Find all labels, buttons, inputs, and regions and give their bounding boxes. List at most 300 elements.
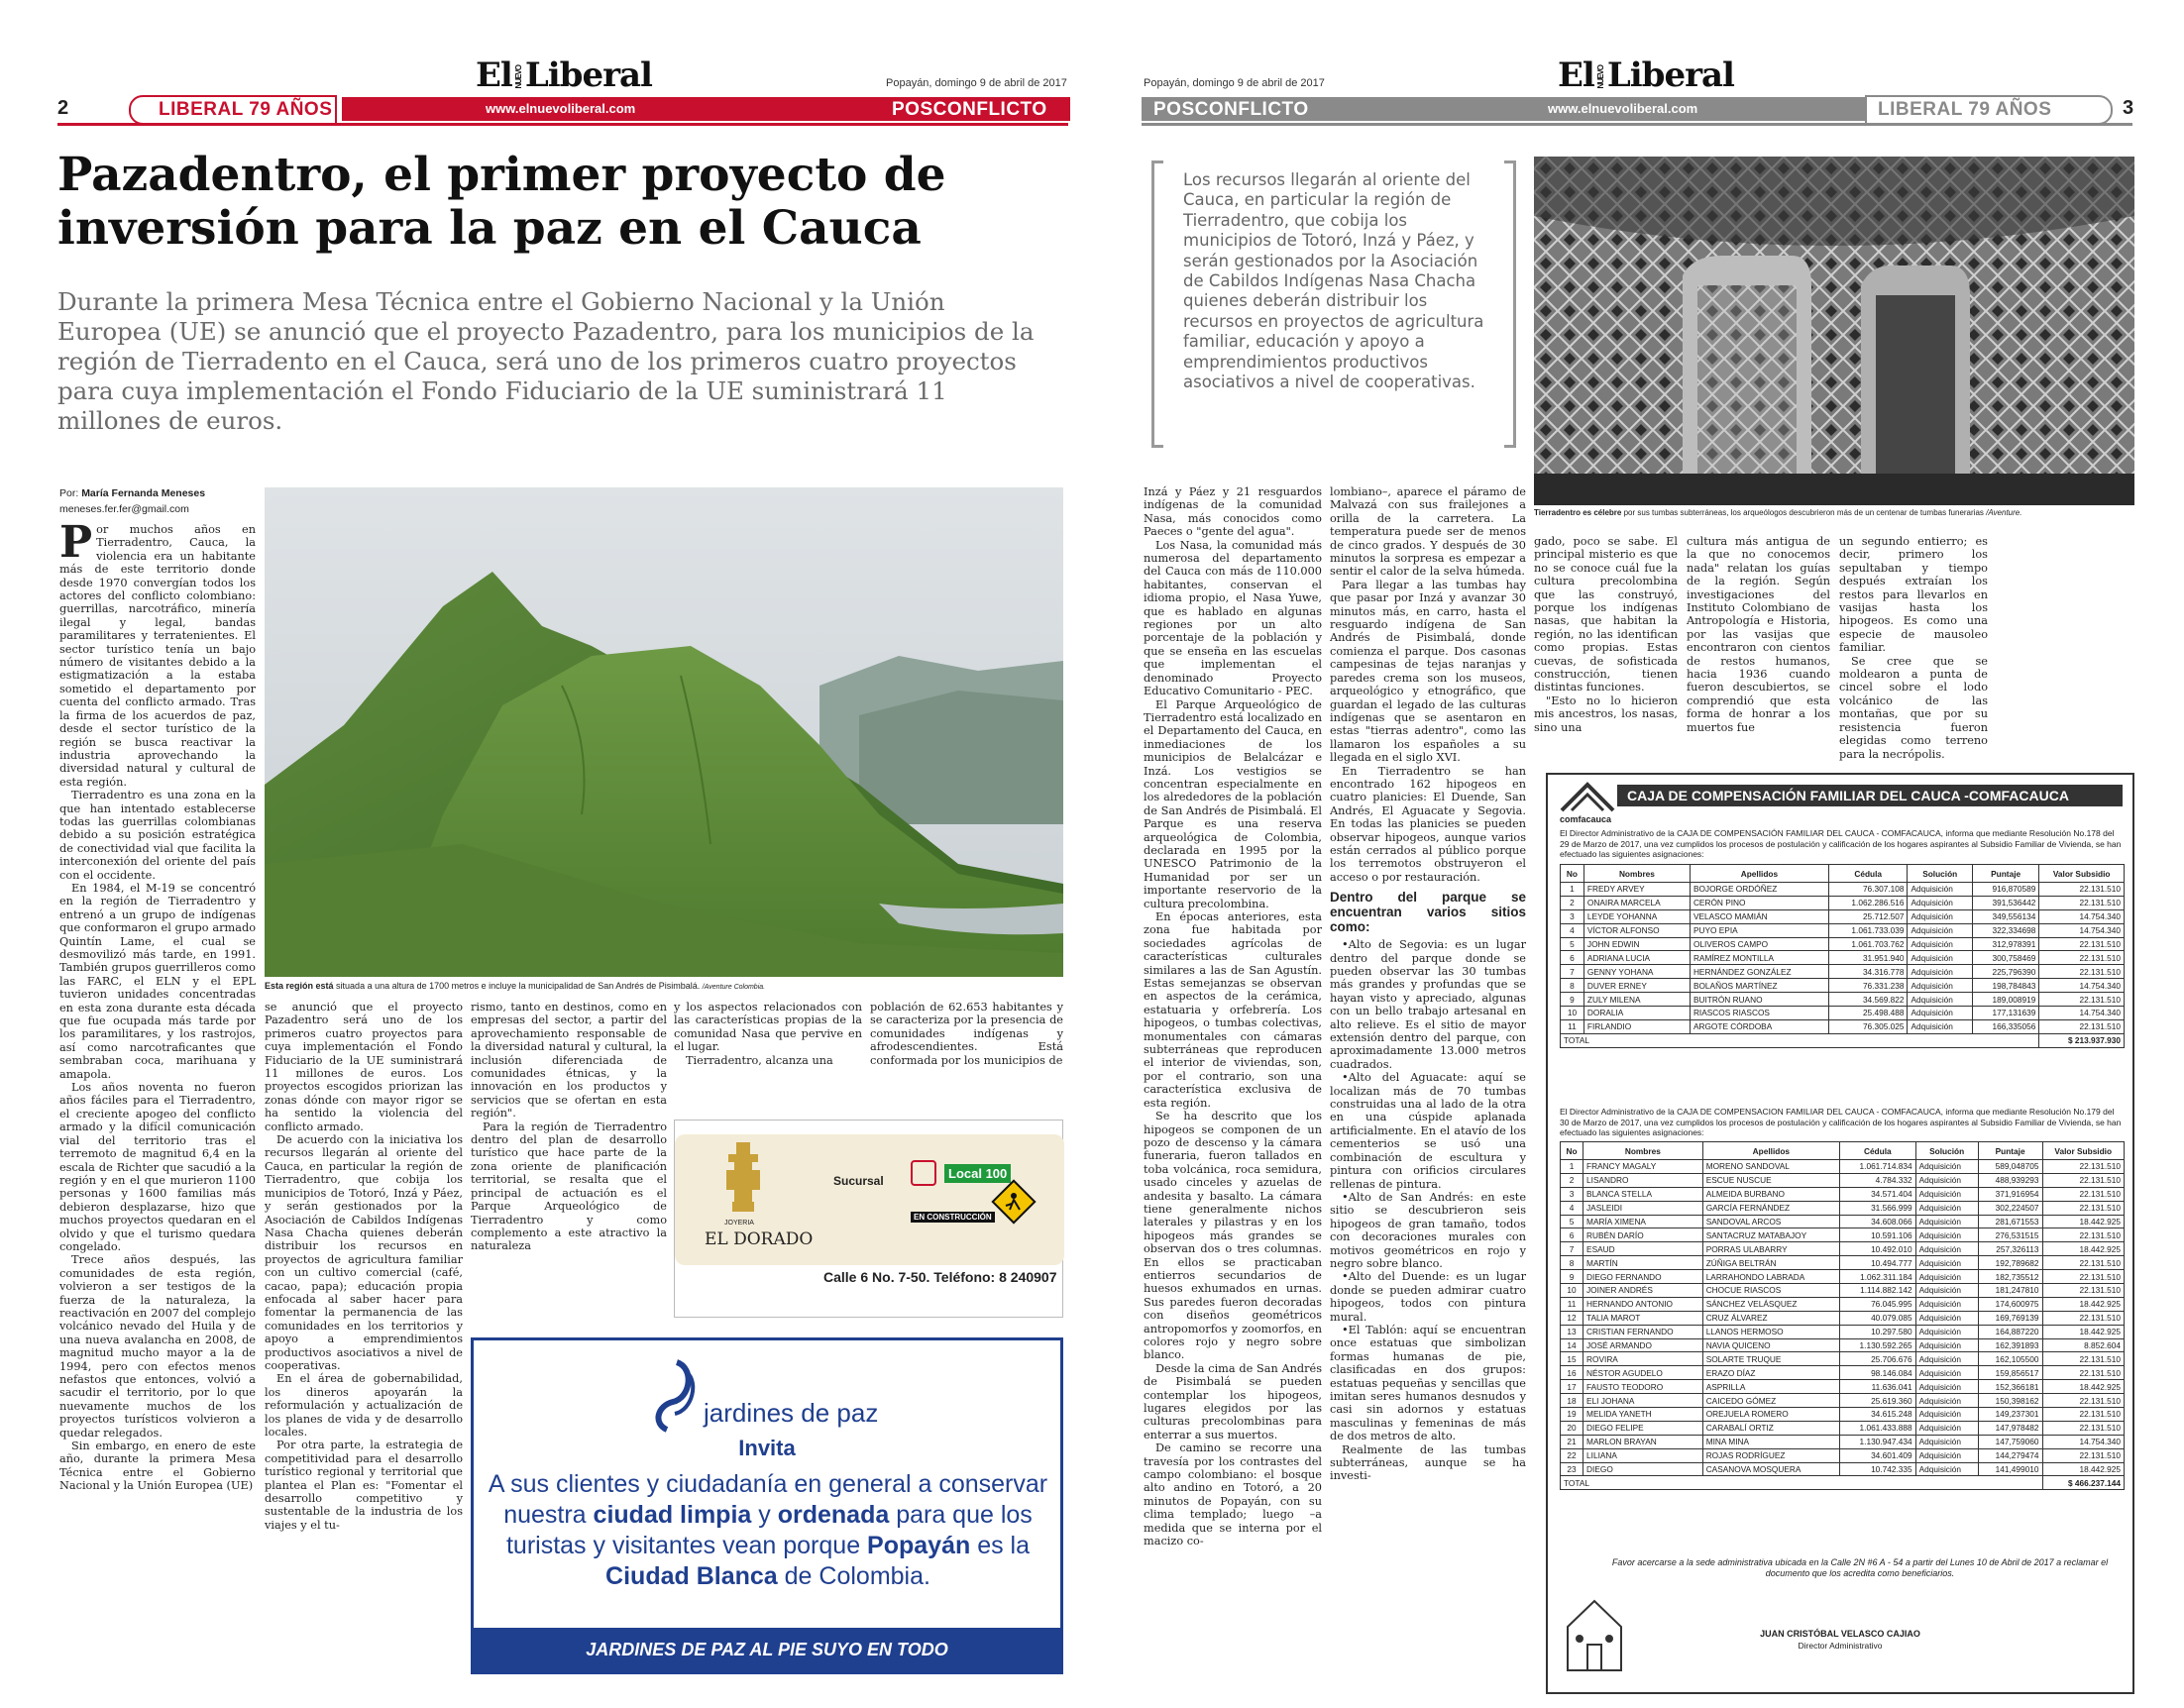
table-row <box>1561 1462 2125 1476</box>
table-cell: 192,789682 <box>1978 1256 2042 1270</box>
table-cell: 13 <box>1561 1325 1583 1338</box>
table-row <box>1561 965 2125 979</box>
table-cell: 181,247810 <box>1978 1284 2042 1298</box>
table-cell: 22.131.510 <box>2039 883 2125 897</box>
table-row <box>1561 1201 2125 1215</box>
byline-label: Por: <box>59 487 79 499</box>
table-row <box>1561 1366 2125 1380</box>
article-title: Pazadentro, el primer proyecto de inversión para la paz en el Cauca <box>57 148 946 256</box>
table-cell: LARRAHONDO LABRADA <box>1702 1270 1839 1284</box>
paragraph: Se cree que se moldearon a punta de cincel sobre el lodo volcánico de las montañas, que por su resistencia fueron elegidas como terreno para la necrópolis. <box>1839 654 1988 761</box>
ad-construccion: EN CONSTRUCCIÓN <box>911 1212 995 1223</box>
table-cell: 257,326113 <box>1978 1242 2042 1256</box>
table-cell: ADRIANA LUCIA <box>1583 951 1690 965</box>
table-cell: 169,769139 <box>1978 1311 2042 1325</box>
table-cell: 34.601.409 <box>1839 1448 1915 1462</box>
caption-text: situada a una altura de 1700 metros e incluye la municipalidad de San Andrés de Pisimbalá. <box>336 981 701 991</box>
table-cell: 9 <box>1561 993 1584 1007</box>
article-column-1 <box>59 517 256 1682</box>
table-row <box>1561 896 2125 909</box>
table-cell: 7 <box>1561 965 1584 979</box>
table-cell: 1.061.733.039 <box>1828 923 1908 937</box>
paragraph: Realmente de las tumbas subterráneas, aunque se ha investi- <box>1330 1442 1526 1483</box>
table-cell: 182,735512 <box>1978 1270 2042 1284</box>
table-cell: 1.061.703.762 <box>1828 937 1908 951</box>
website-link[interactable]: www.elnuevoliberal.com <box>486 101 636 116</box>
section-label-right: LIBERAL 79 AÑOS <box>1878 99 2052 120</box>
table-row <box>1561 1270 2125 1284</box>
table-header-cell: Apellidos <box>1690 865 1828 883</box>
paragraph: En el área de gobernabilidad, los dineros apoyarán la reformulación y actualización de los planes de vida y de desarrollo locales. <box>265 1372 463 1439</box>
ad-text-part: de Colombia. <box>777 1562 930 1590</box>
table-cell: 22.131.510 <box>2039 1019 2125 1033</box>
table-header-cell: Nombres <box>1583 1142 1703 1160</box>
paragraph: •Alto del Duende: es un lugar donde se pueden admirar cuatro hipogeos, todos con pintura mural. <box>1330 1270 1526 1324</box>
table-cell: 11 <box>1561 1297 1583 1311</box>
table-cell: 14 <box>1561 1338 1583 1352</box>
table-cell: Adquisición <box>1915 1394 1978 1408</box>
table-cell: 144,279474 <box>1978 1448 2042 1462</box>
table-cell: VÍCTOR ALFONSO <box>1583 923 1690 937</box>
paragraph: Se ha descrito que los hipogeos se componen de un pozo de descenso y la cámara funeraria, fueron tallados en toba volcánica, roca semidura, usado cinceles y azuelas de andesita y basalto. La cámara tiene generalmente nichos laterales y pilastras y en los hipogeos más grandes se observan dos o tres columnas. En ellos se practicaban entierros secundarios de huesos exhumados en urnas. Sus paredes fueron decoradas con diseños geométricos antropomorfos y zoomorfos, en colores rojo y negro sobre blanco. <box>1144 1110 1322 1362</box>
table-header-cell: Valor Subsidio <box>2039 865 2125 883</box>
ad-jardines-footer: JARDINES DE PAZ AL PIE SUYO EN TODO <box>474 1628 1060 1671</box>
table-cell: 312,978391 <box>1972 937 2038 951</box>
table-cell: MARTÍN <box>1583 1256 1703 1270</box>
eldorado-figure-icon <box>720 1140 766 1220</box>
table-cell: Adquisición <box>1915 1215 1978 1228</box>
table-cell: Adquisición <box>1915 1448 1978 1462</box>
table-cell: 11 <box>1561 1019 1584 1033</box>
table-cell: Adquisición <box>1915 1297 1978 1311</box>
paragraph: Tierradentro, alcanza una <box>686 1053 833 1067</box>
table-cell: 166,335056 <box>1972 1019 2038 1033</box>
table-cell: 25.619.360 <box>1839 1394 1915 1408</box>
paragraph: rismo, tanto en destinos, como en empresas del sector, a partir del aprovechamiento responsable de la diversidad natural y cultural, la inclusión diferenciada de comunidades étnicas, y la innovación en los productos y servicios que se ofertan en esta región". <box>471 1001 667 1121</box>
table-cell: 14.754.340 <box>2039 979 2125 993</box>
table-header-cell: No <box>1561 1142 1583 1160</box>
newspaper-logo <box>1558 55 1734 95</box>
byline <box>59 485 258 517</box>
paragraph: Sin embargo, en enero de este año, durante la primera Mesa Técnica entre el Gobierno Nacional y la Unión Europea (UE) <box>59 1440 256 1493</box>
paragraph: Para la región de Tierradentro dentro del plan de desarrollo turístico que hace parte de la zona oriente de planificación territorial, se resalta que el principal de actuación es el Parque Arqueológico de Tierradentro y como complemento a este atractivo la naturaleza <box>471 1120 667 1253</box>
table-cell: 1.062.311.184 <box>1839 1270 1915 1284</box>
table-cell: Adquisición <box>1908 937 1972 951</box>
table-cell: RUBÉN DARÍO <box>1583 1228 1703 1242</box>
table-cell: 10 <box>1561 1284 1583 1298</box>
table-cell: 391,536442 <box>1972 896 2038 909</box>
table-cell: 4.784.332 <box>1839 1173 1915 1187</box>
table-cell: 281,671553 <box>1978 1215 2042 1228</box>
table-cell: 174,600975 <box>1978 1297 2042 1311</box>
paragraph: cultura más antigua de la que no conocemos nada" relatan los guías de la región. Según investigaciones del Instituto Colombiano de Antropología e Historia, por las vasijas que encontraron con cientos de restos humanos, hacia 1936 cuando fueron descubiertos, se comprendió que esta forma de honrar a los muertos fue <box>1687 535 1830 734</box>
table-cell: Adquisición <box>1908 923 1972 937</box>
table-cell: 10 <box>1561 1007 1584 1020</box>
table-cell: 1.061.714.834 <box>1839 1160 1915 1174</box>
table-cell: BUITRÓN RUANO <box>1690 993 1828 1007</box>
table-cell: JASLEIDI <box>1583 1201 1703 1215</box>
paragraph: El Parque Arqueológico de Tierradentro está localizado en el Departamento del Cauca, en inmediaciones de los municipios de Belalcázar e Inzá. Los vestigios se concentran especialmente en los alrededores de la población de San Andrés de Pisimbalá. El Parque es una reserva arqueológica de Colombia, declarada en 1995 por la UNESCO Patrimonio de la Humanidad por ser un importante reservorio de la cultura precolombina. <box>1144 697 1322 910</box>
table-cell: 17 <box>1561 1380 1583 1394</box>
table-cell: Adquisición <box>1915 1270 1978 1284</box>
table-cell: RAMÍREZ MONTILLA <box>1690 951 1828 965</box>
table-cell: 14.754.340 <box>2039 909 2125 923</box>
table-cell: FREDY ARVEY <box>1583 883 1690 897</box>
paragraph: En Tierradentro se han encontrado 162 hipogeos en cuatro planicies: El Duende, San Andrés, El Aguacate y Segovia. En todas las planicies se pueden observar hipogeos, aunque varios están cerrados al público porque los terremotos obstruyeron el acceso o por restauración. <box>1330 764 1526 884</box>
landscape-photo <box>265 487 1063 977</box>
table-cell: CAICEDO GÓMEZ <box>1702 1394 1839 1408</box>
table-cell: 34.608.066 <box>1839 1215 1915 1228</box>
paragraph: Tierradentro es una zona en la que han intentado establecerse todas las guerrillas colombianas debido a su posición estratégica de conectividad vial que facilita la interconexión del oriente del país con el occidente. <box>59 789 256 882</box>
table-cell: CASANOVA MOSQUERA <box>1702 1462 1839 1476</box>
paragraph: Los Nasa, la comunidad más numerosa del departamento del Cauca con más de 110.000 habitantes, conservan el idioma propio, el Nasa Yuwe, que es hablado en algunas regiones por un alto porcentaje de la población y que se enseña en las escuelas que implementan el denominado Proyecto Educativo Comunitario - PEC. <box>1144 538 1322 698</box>
caption-bold: Tierradentro es célebre <box>1534 508 1622 517</box>
table-cell: Adquisición <box>1908 965 1972 979</box>
paragraph: Por otra parte, la estrategia de competitividad para el desarrollo turístico regional y territorial que plantea el Plan es: "Fomentar el desarrollo competitivo y sustentable de la industria de los viajes y el tu- <box>265 1439 463 1532</box>
paragraph: •El Tablón: aquí se encuentran once estatuas que simbolizan formas humanas de pie, clasificadas en dos grupos: estatuas pequeñas y sencillas que imitan seres humanos desnudos y casi sin adornos y estatuas masculinas y femeninas de más de dos metros de alto. <box>1330 1323 1526 1443</box>
table-cell: Adquisición <box>1915 1325 1978 1338</box>
table-cell: 162,105500 <box>1978 1352 2042 1366</box>
table-cell: Adquisición <box>1915 1284 1978 1298</box>
table-row <box>1561 1338 2125 1352</box>
table-cell: Adquisición <box>1915 1160 1978 1174</box>
table-cell: Adquisición <box>1908 979 1972 993</box>
table-header-cell: Puntaje <box>1972 865 2038 883</box>
article-column-5 <box>1839 535 1988 761</box>
table-cell: 10.492.010 <box>1839 1242 1915 1256</box>
table-cell: 147,978482 <box>1978 1421 2042 1435</box>
table-row <box>1561 1408 2125 1422</box>
table-cell: Adquisición <box>1908 896 1972 909</box>
table-total-row <box>1561 1476 2125 1490</box>
table-cell: 23 <box>1561 1462 1583 1476</box>
table-row <box>1561 1394 2125 1408</box>
table-cell: ELI JOHANA <box>1583 1394 1703 1408</box>
table-cell: 1.114.882.142 <box>1839 1284 1915 1298</box>
table-cell: 10.742.335 <box>1839 1462 1915 1476</box>
total-label: TOTAL <box>1561 1033 2039 1047</box>
header-rule <box>1142 123 2132 126</box>
table-row <box>1561 1215 2125 1228</box>
table-cell: 15 <box>1561 1352 1583 1366</box>
table-cell: 1.130.947.434 <box>1839 1435 1915 1448</box>
table-cell: DIEGO FERNANDO <box>1583 1270 1703 1284</box>
table-cell: 22.131.510 <box>2039 965 2125 979</box>
table-cell: 8.852.604 <box>2042 1338 2125 1352</box>
table-row <box>1561 883 2125 897</box>
table-cell: 2 <box>1561 1173 1583 1187</box>
paragraph: •Alto de Segovia: es un lugar dentro del parque donde se pueden observar las 30 tumbas más grandes y profundas que se hayan visto y apreciado, algunas con un bello trabajo artesanal en alto relieve. Es el sitio de mayor extensión dentro del parque, con aproximadamente 13.000 metros cuadrados. <box>1330 938 1526 1071</box>
table-cell: NÉSTOR AGUDELO <box>1583 1366 1703 1380</box>
table-cell: 25.712.507 <box>1828 909 1908 923</box>
table-cell: 21 <box>1561 1435 1583 1448</box>
table-cell: CRISTIAN FERNANDO <box>1583 1325 1703 1338</box>
table-cell: 40.079.085 <box>1839 1311 1915 1325</box>
table-cell: Adquisición <box>1915 1366 1978 1380</box>
table-cell: 25.498.488 <box>1828 1007 1908 1020</box>
table-cell: 8 <box>1561 1256 1583 1270</box>
pullquote-bracket-right <box>1504 160 1516 448</box>
table-row <box>1561 1325 2125 1338</box>
paragraph: En épocas anteriores, esta zona fue habitada por sociedades agrícolas de características culturales similares a las de San Agustín. Estas semejanzas se observan en aspectos de la cerámica, estatuaria y orfebrería. Los hipogeos, o tumbas colectivas, monumentales con cámaras subterráneas que reproducen el interior de viviendas, son, por el contrario, son una característica exclusiva de esta región. <box>1144 910 1322 1110</box>
table-cell: ZULY MILENA <box>1583 993 1690 1007</box>
table-cell: 22.131.510 <box>2042 1270 2125 1284</box>
table-cell: 3 <box>1561 1187 1583 1201</box>
website-link[interactable]: www.elnuevoliberal.com <box>1548 101 1698 116</box>
table-cell: DUVER ERNEY <box>1583 979 1690 993</box>
table-row <box>1561 1007 2125 1020</box>
pullquote-bracket-left <box>1151 160 1163 448</box>
table-cell: Adquisición <box>1908 909 1972 923</box>
beneficiaries-table-2 <box>1560 1141 2125 1490</box>
table-cell: 22.131.510 <box>2042 1173 2125 1187</box>
table-cell: 14.754.340 <box>2042 1435 2125 1448</box>
table-cell: 76.307.108 <box>1828 883 1908 897</box>
table-cell: 18.442.925 <box>2042 1462 2125 1476</box>
table-cell: 22.131.510 <box>2039 993 2125 1007</box>
section-label-left: POSCONFLICTO <box>1153 99 1309 120</box>
table-cell: 147,759060 <box>1978 1435 2042 1448</box>
ad-text-bold: ciudad limpia <box>593 1501 752 1529</box>
table-cell: 34.615.248 <box>1839 1408 1915 1422</box>
section-label-right: POSCONFLICTO <box>892 99 1047 120</box>
logo-small: NUEVO <box>513 65 523 89</box>
article-column-4 <box>674 1001 862 1110</box>
table-cell: 18.442.925 <box>2042 1380 2125 1394</box>
table-cell: 22.131.510 <box>2042 1160 2125 1174</box>
notice-footer: Favor acercarse a la sede administrativa ubicada en la Calle 2N #6 A - 54 a partir del Lunes 10 de Abril de 2017 a reclamar el documento que los acredita como beneficiarios. <box>1611 1557 2109 1578</box>
table-cell: Adquisición <box>1908 993 1972 1007</box>
table-cell: FRANCY MAGALY <box>1583 1160 1703 1174</box>
table-cell: BOJORGE ORDÓÑEZ <box>1690 883 1828 897</box>
article-lead: Durante la primera Mesa Técnica entre el Gobierno Nacional y la Unión Europea (UE) se anunció que el proyecto Pazadentro, para los municipios de la región de Tierradento en el Cauca, será uno de los primeros cuatro proyectos para cuya implementación el Fondo Fiduciario de la UE suministrará 11 millones de euros. <box>57 287 1035 435</box>
table-cell: FAUSTO TEODORO <box>1583 1380 1703 1394</box>
table-row <box>1561 909 2125 923</box>
logo-small: NUEVO <box>1595 65 1605 89</box>
notice-intro-2: El Director Administrativo de la CAJA DE COMPENSACION FAMILIAR DEL CAUCA - COMFACAUCA, informa que mediante Resolución No.179 del 30 de Marzo de 2017, una vez cumplidos los procesos de postulación y calificación de los hogares aspirantes al Subsidio Familiar de Vivienda, se han efectuado las siguientes asignaciones: <box>1560 1107 2122 1137</box>
notice-intro-1: El Director Administrativo de la CAJA DE COMPENSACIÓN FAMILIAR DEL CAUCA - COMFACAUCA, informa que mediante Resolución No.178 del 29 de Marzo de 2017, una vez cumplidos los procesos de postulación y calificación de los hogares aspirantes al Subsidio Familiar de Vivienda, se han efectuado las siguientes asignaciones: <box>1560 828 2122 859</box>
table-row <box>1561 1435 2125 1448</box>
ad-text-bold: Ciudad Blanca <box>605 1562 778 1590</box>
col1-first: or muchos años en Tierradentro, Cauca, la violencia era un habitante más de este territorio donde desde 1970 convergían todos los actores del conflicto colombiano: guerrillas, narcotráfico, minería ilegal y legal, bandas paramilitares y terratenientes. El sector turístico tenía un bajo número de visitantes debido a la estigmatización a la estaba sometido el departamento por cuenta del conflicto armado. Tras la firma de los acuerdos de paz, desde el sector turístico de la región se busca reactivar la industria aprovechando la diversidad natural y cultural de esta región. <box>59 523 256 789</box>
table-cell: 225,796390 <box>1972 965 2038 979</box>
table-cell: 22.131.510 <box>2042 1408 2125 1422</box>
table-cell: 14.754.340 <box>2039 923 2125 937</box>
table-cell: 18.442.925 <box>2042 1325 2125 1338</box>
table-cell: 4 <box>1561 923 1584 937</box>
table-cell: 34.316.778 <box>1828 965 1908 979</box>
table-cell: 12 <box>1561 1311 1583 1325</box>
table-header-cell: No <box>1561 865 1584 883</box>
table-cell: 22.131.510 <box>2042 1187 2125 1201</box>
paragraph: Para llegar a las tumbas hay que pasar por Inzá y avanzar 30 minutos más, en carro, hasta el resguardo indígena de San Andrés de Pisimbalá, donde comienza el parque. Dos casonas campesinas de tejas naranjas y paredes crema son los museos, arqueológico y etnográfico, que guardan el legado de las culturas indígenas que se asentaron en estas "tierras adentro", como las llamaron los españoles a su llegada en el siglo XVI. <box>1330 578 1526 765</box>
page-number: 3 <box>2123 97 2134 119</box>
table-cell: NAVIA QUICENO <box>1702 1338 1839 1352</box>
comfacauca-logo-text: comfacauca <box>1560 814 1612 824</box>
table-cell: 1.130.592.265 <box>1839 1338 1915 1352</box>
signer-title: Director Administrativo <box>1798 1641 1883 1651</box>
table-cell: Adquisición <box>1915 1201 1978 1215</box>
table-cell: SÁNCHEZ VELÁSQUEZ <box>1702 1297 1839 1311</box>
table-cell: 22.131.510 <box>2042 1366 2125 1380</box>
table-cell: 16 <box>1561 1366 1583 1380</box>
table-cell: CHOCUE RIASCOS <box>1702 1284 1839 1298</box>
header-rule <box>57 123 1068 126</box>
table-row <box>1561 1352 2125 1366</box>
table-cell: JOHN EDWIN <box>1583 937 1690 951</box>
table-cell: 18 <box>1561 1394 1583 1408</box>
table-cell: 322,334698 <box>1972 923 2038 937</box>
table-cell: 10.297.580 <box>1839 1325 1915 1338</box>
table-cell: CRUZ ÁLVAREZ <box>1702 1311 1839 1325</box>
table-cell: 10.591.106 <box>1839 1228 1915 1242</box>
ad-logo-icon <box>911 1160 936 1186</box>
table-cell: 22.131.510 <box>2042 1421 2125 1435</box>
table-cell: Adquisición <box>1915 1352 1978 1366</box>
ad-jardines-invite: Invita <box>738 1436 796 1460</box>
table-cell: FIRLANDIO <box>1583 1019 1690 1033</box>
drop-cap: P <box>59 517 93 568</box>
table-row <box>1561 937 2125 951</box>
table-cell: ESAUD <box>1583 1242 1703 1256</box>
ad-local: Local 100 <box>944 1164 1011 1183</box>
logo-main: Liberal <box>524 55 652 95</box>
table-cell: 22.131.510 <box>2042 1352 2125 1366</box>
paragraph: •Alto de San Andrés: en este sitio se descubrieron seis hipogeos de gran tamaño, todos con decoraciones murales con motivos geométricos en rojo y negro sobre blanco. <box>1330 1190 1526 1270</box>
table-cell: OLIVEROS CAMPO <box>1690 937 1828 951</box>
table-cell: Adquisición <box>1915 1187 1978 1201</box>
paragraph: y los aspectos relacionados con las características propias de la comunidad Nasa que pervive en el lugar. <box>674 1001 862 1054</box>
table-cell: 3 <box>1561 909 1584 923</box>
table-cell: 22.131.510 <box>2042 1311 2125 1325</box>
table-cell: ESCUE NUSCUE <box>1702 1173 1839 1187</box>
table-cell: 34.569.822 <box>1828 993 1908 1007</box>
table-cell: 20 <box>1561 1421 1583 1435</box>
author-email[interactable]: meneses.fer.fer@gmail.com <box>59 503 189 515</box>
table-cell: 5 <box>1561 1215 1583 1228</box>
table-row <box>1561 1019 2125 1033</box>
table-cell: Adquisición <box>1908 1019 1972 1033</box>
table-cell: VELASCO MAMIÁN <box>1690 909 1828 923</box>
caption-credit: /Aventure Colombia. <box>702 984 766 991</box>
table-header-cell: Nombres <box>1583 865 1690 883</box>
ad-brand: EL DORADO <box>705 1229 814 1249</box>
table-header-cell: Solución <box>1915 1142 1978 1160</box>
table-header-cell: Puntaje <box>1978 1142 2042 1160</box>
right-page <box>1092 0 2184 1708</box>
paragraph: "Esto no lo hicieron mis ancestros, los nasas, sino una <box>1534 694 1678 734</box>
issue-date: Popayán, domingo 9 de abril de 2017 <box>1144 77 1325 89</box>
table-cell: 349,556134 <box>1972 909 2038 923</box>
table-cell: Adquisición <box>1915 1462 1978 1476</box>
table-cell: 22.131.510 <box>2039 937 2125 951</box>
table-cell: 1.062.286.516 <box>1828 896 1908 909</box>
paragraph: Trece años después, las comunidades de esta región, volvieron a ser testigos de la fuerza de la naturaleza, la reactivación en 2007 del complejo volcánico nevado del Huila y de una nueva avalancha en 2008, de magnitud mucho mayor a la de 1994, pero con efectos menos nefastos que entonces, volvió a sacudir el territorio, por lo que nuevamente muchos de los proyectos turísticos volvieron a quedar relegados. <box>59 1253 256 1440</box>
table-cell: 4 <box>1561 1201 1583 1215</box>
logo-el: El <box>476 55 512 95</box>
table-cell: TALIA MAROT <box>1583 1311 1703 1325</box>
table-cell: Adquisición <box>1908 1007 1972 1020</box>
photo-caption <box>1534 507 2134 518</box>
table-header-cell: Cédula <box>1828 865 1908 883</box>
table-cell: Adquisición <box>1908 883 1972 897</box>
table-cell: 7 <box>1561 1242 1583 1256</box>
pullquote: Los recursos llegarán al oriente del Cauca, en particular la región de Tierradentro, que cobija los municipios de Totoró, Inzá y Páez, y serán gestionados por la Asociación de Cabildos Indígenas Nasa Chacha quienes deberán distribuir los recursos en proyectos de agricultura familiar, educación y apoyo a emprendimientos productivos asociativos a nivel de cooperativas. <box>1183 170 1484 392</box>
table-cell: 34.571.404 <box>1839 1187 1915 1201</box>
table-cell: 22.131.510 <box>2042 1201 2125 1215</box>
table-cell: ERAZO DÍAZ <box>1702 1366 1839 1380</box>
table-cell: 302,224507 <box>1978 1201 2042 1215</box>
caption-bold: Esta región está <box>265 981 334 991</box>
table-cell: 6 <box>1561 951 1584 965</box>
table-cell: 22.131.510 <box>2039 951 2125 965</box>
table-cell: 76.045.995 <box>1839 1297 1915 1311</box>
table-cell: ZÚÑIGA BELTRÁN <box>1702 1256 1839 1270</box>
comfacauca-notice <box>1546 773 2134 1694</box>
jardines-logo-icon <box>647 1358 707 1434</box>
table-cell: HERNANDO ANTONIO <box>1583 1297 1703 1311</box>
table-cell: 19 <box>1561 1408 1583 1422</box>
table-cell: 6 <box>1561 1228 1583 1242</box>
table-row <box>1561 1242 2125 1256</box>
table-cell: 18.442.925 <box>2042 1297 2125 1311</box>
table-cell: DIEGO <box>1583 1462 1703 1476</box>
table-cell: 152,366181 <box>1978 1380 2042 1394</box>
table-cell: 18.442.925 <box>2042 1215 2125 1228</box>
table-cell: 9 <box>1561 1270 1583 1284</box>
table-cell: LEYDE YOHANNA <box>1583 909 1690 923</box>
table-cell: 98.146.084 <box>1839 1366 1915 1380</box>
paragraph: lombiano–, aparece el páramo de Malvazá con sus frailejones a orilla de la carretera. La temperatura puede ser de menos de cinco grados. Y después de 30 minutos la sorpresa es empezar a sentir el calor de la selva húmeda. <box>1330 485 1526 579</box>
table-cell: 371,916954 <box>1978 1187 2042 1201</box>
paragraph: Inzá y Páez y 21 resguardos indígenas de la comunidad Nasa, más conocidos como Paeces o "gente del agua". <box>1144 485 1322 539</box>
table-cell: JOINER ANDRÉS <box>1583 1284 1703 1298</box>
ad-el-dorado[interactable] <box>674 1120 1063 1318</box>
table-cell: 198,784843 <box>1972 979 2038 993</box>
table-cell: PORRAS ULABARRY <box>1702 1242 1839 1256</box>
table-cell: 162,391893 <box>1978 1338 2042 1352</box>
table-cell: Adquisición <box>1915 1256 1978 1270</box>
article-column-1 <box>1144 485 1322 1684</box>
ad-text-part: A sus clientes y ciudadanía en general a conservar nuestra <box>488 1470 1048 1529</box>
table-cell: 22.131.510 <box>2042 1228 2125 1242</box>
table-cell: ALMEIDA BURBANO <box>1702 1187 1839 1201</box>
table-cell: 25.706.676 <box>1839 1352 1915 1366</box>
table-cell: JOSÉ ARMANDO <box>1583 1338 1703 1352</box>
table-cell: Adquisición <box>1915 1311 1978 1325</box>
table-cell: GARCÍA FERNÁNDEZ <box>1702 1201 1839 1215</box>
table-cell: 22.131.510 <box>2039 896 2125 909</box>
table-row <box>1561 1448 2125 1462</box>
caption-text: por sus tumbas subterráneas, los arqueólogos descubrieron más de un centenar de tumbas funerarias <box>1623 508 1984 517</box>
table-cell: BLANCA STELLA <box>1583 1187 1703 1201</box>
table-row <box>1561 1421 2125 1435</box>
paragraph: Desde la cima de San Andrés de Pisimbalá se pueden contemplar los hipogeos, lugares elegidos por las culturas precolombinas para enterrar a sus muertos. <box>1144 1361 1322 1441</box>
table-cell: LILIANA <box>1583 1448 1703 1462</box>
ad-text-part: y <box>751 1501 778 1529</box>
table-row <box>1561 1284 2125 1298</box>
table-cell: 22.131.510 <box>2042 1448 2125 1462</box>
table-cell: Adquisición <box>1915 1421 1978 1435</box>
comfacauca-logo-icon <box>1558 781 1617 816</box>
table-cell: Adquisición <box>1915 1228 1978 1242</box>
ad-text-bold: Popayán <box>867 1532 971 1559</box>
table-cell: SANDOVAL ARCOS <box>1702 1215 1839 1228</box>
ad-jardines-de-paz[interactable] <box>471 1337 1063 1674</box>
ad-address: Calle 6 No. 7-50. Teléfono: 8 240907 <box>823 1269 1057 1285</box>
article-column-2 <box>1330 485 1526 1684</box>
construction-sign-icon <box>992 1180 1036 1224</box>
